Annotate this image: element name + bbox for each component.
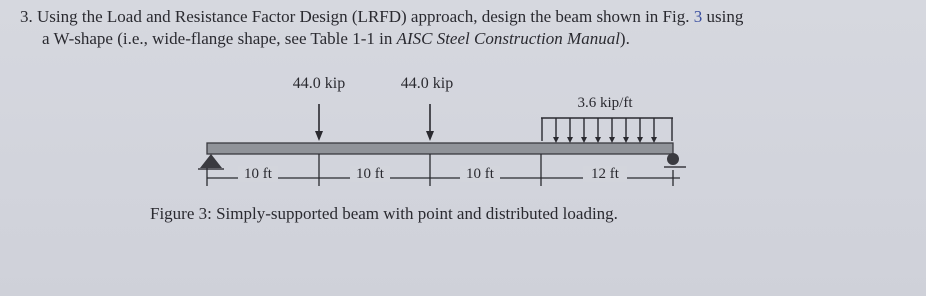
span-3-dimension: 10 ft: [466, 166, 494, 182]
point-load-2-arrow: [426, 104, 434, 141]
roller-support: [664, 153, 686, 167]
point-load-1-label: 44.0 kip: [292, 75, 346, 92]
point-load-2-label: 44.0 kip: [400, 75, 454, 92]
point-load-1-arrow: [315, 104, 323, 141]
problem-text: Using the Load and Resistance Factor Design (LRFD) approach, design the beam shown in Fig.: [37, 7, 690, 26]
beam: [207, 143, 673, 154]
problem-number: 3.: [20, 7, 33, 26]
span-2-dimension: 10 ft: [356, 166, 384, 182]
span-1-dimension: 10 ft: [244, 166, 272, 182]
problem-text-line2-end: ).: [619, 29, 630, 48]
figure-caption: Figure 3: Simply-supported beam with point and distributed loading.: [150, 204, 618, 223]
manual-title: AISC Steel Construction Manual: [396, 29, 620, 48]
span-4-dimension: 12 ft: [591, 166, 619, 182]
distributed-load-arrows: [541, 118, 673, 143]
problem-text-end: using: [706, 7, 744, 26]
distributed-load-label: 3.6 kip/ft: [577, 95, 633, 111]
problem-text-line2: a W-shape (i.e., wide-flange shape, see Table 1-1 in: [42, 29, 393, 48]
figure-reference-link[interactable]: 3: [693, 7, 703, 26]
pin-support: [198, 154, 224, 169]
